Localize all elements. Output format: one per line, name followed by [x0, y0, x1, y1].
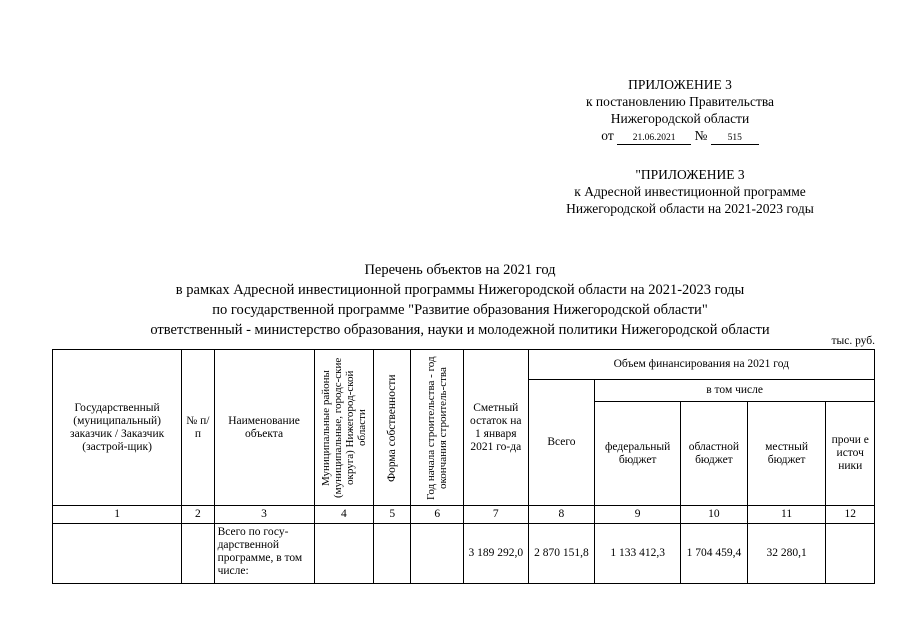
column-number-row: [53, 506, 875, 524]
cell-ownership: [374, 524, 411, 584]
col-number: 7: [463, 506, 528, 524]
header-customer: Государственный (муниципальный) заказчик / Заказчик (застрой-щик): [53, 350, 182, 506]
col-number: 2: [182, 506, 214, 524]
header-ownership: Форма собственности: [385, 373, 398, 482]
header-local: местный бюджет: [747, 402, 826, 506]
col-number: 8: [528, 506, 595, 524]
list-title-line2: в рамках Адресной инвестиционной программы Нижегородской области на 2021-2023 годы: [175, 282, 745, 298]
program-appendix-title: "ПРИЛОЖЕНИЕ 3: [635, 167, 745, 182]
col-number: 11: [747, 506, 826, 524]
cell-total: 2 870 151,8: [528, 524, 595, 584]
header-years-cell: [411, 350, 464, 506]
col-number: 3: [214, 506, 314, 524]
decree-appendix-title: ПРИЛОЖЕНИЕ 3: [628, 77, 732, 92]
decree-appendix-block: [560, 76, 800, 145]
cell-num: [182, 524, 214, 584]
header-funding: Объем финансирования на 2021 год: [528, 350, 874, 380]
col-number: 12: [826, 506, 875, 524]
cell-object-name: Всего по госу-дарственной программе, в том числе:: [214, 524, 314, 584]
list-title-line1: Перечень объектов на 2021 год: [364, 262, 556, 278]
cell-other: [826, 524, 875, 584]
header-num: № п/п: [182, 350, 214, 506]
decree-number: 515: [711, 132, 759, 145]
cell-regional: 1 704 459,4: [681, 524, 748, 584]
objects-table: [52, 349, 875, 584]
program-appendix-line2: Нижегородской области на 2021-2023 годы: [566, 201, 814, 216]
cell-local: 32 280,1: [747, 524, 826, 584]
number-label: №: [694, 128, 708, 143]
header-federal: федеральный бюджет: [595, 402, 681, 506]
cell-years: [411, 524, 464, 584]
col-number: 4: [314, 506, 374, 524]
from-label: от: [601, 128, 614, 143]
program-appendix-line1: к Адресной инвестиционной программе: [574, 184, 806, 199]
list-title-line3: по государственной программе "Развитие образования Нижегородской области": [212, 302, 708, 318]
col-number: 1: [53, 506, 182, 524]
cell-customer: [53, 524, 182, 584]
unit-label: тыс. руб.: [831, 335, 875, 347]
cell-estimate: 3 189 292,0: [463, 524, 528, 584]
table-row: [53, 524, 875, 584]
header-districts: Муниципальные районы (муниципальные, городс-ские округа) Нижегород-ской области: [319, 357, 368, 498]
program-appendix-block: [520, 166, 860, 217]
decree-appendix-line1: к постановлению Правительства: [585, 94, 775, 109]
col-number: 9: [595, 506, 681, 524]
list-title: [60, 260, 860, 340]
header-estimate: Сметный остаток на 1 января 2021 го-да: [463, 350, 528, 506]
col-number: 6: [411, 506, 464, 524]
header-total: Всего: [528, 380, 595, 506]
header-regional: областной бюджет: [681, 402, 748, 506]
cell-districts: [314, 524, 374, 584]
col-number: 10: [681, 506, 748, 524]
list-title-line4: ответственный - министерство образования, науки и молодежной политики Нижегородской области: [150, 322, 770, 338]
header-other: прочи е источ ники: [826, 402, 875, 506]
decree-date: 21.06.2021: [617, 132, 691, 145]
header-districts-cell: [314, 350, 374, 506]
decree-date-number: [560, 127, 800, 145]
decree-appendix-line2: Нижегородской области: [610, 111, 750, 126]
header-including: в том числе: [595, 380, 875, 402]
header-object-name: Наименование объекта: [214, 350, 314, 506]
cell-federal: 1 133 412,3: [595, 524, 681, 584]
header-ownership-cell: [374, 350, 411, 506]
col-number: 5: [374, 506, 411, 524]
header-years: Год начала строительства - год окончания строитель-ства: [425, 355, 450, 500]
